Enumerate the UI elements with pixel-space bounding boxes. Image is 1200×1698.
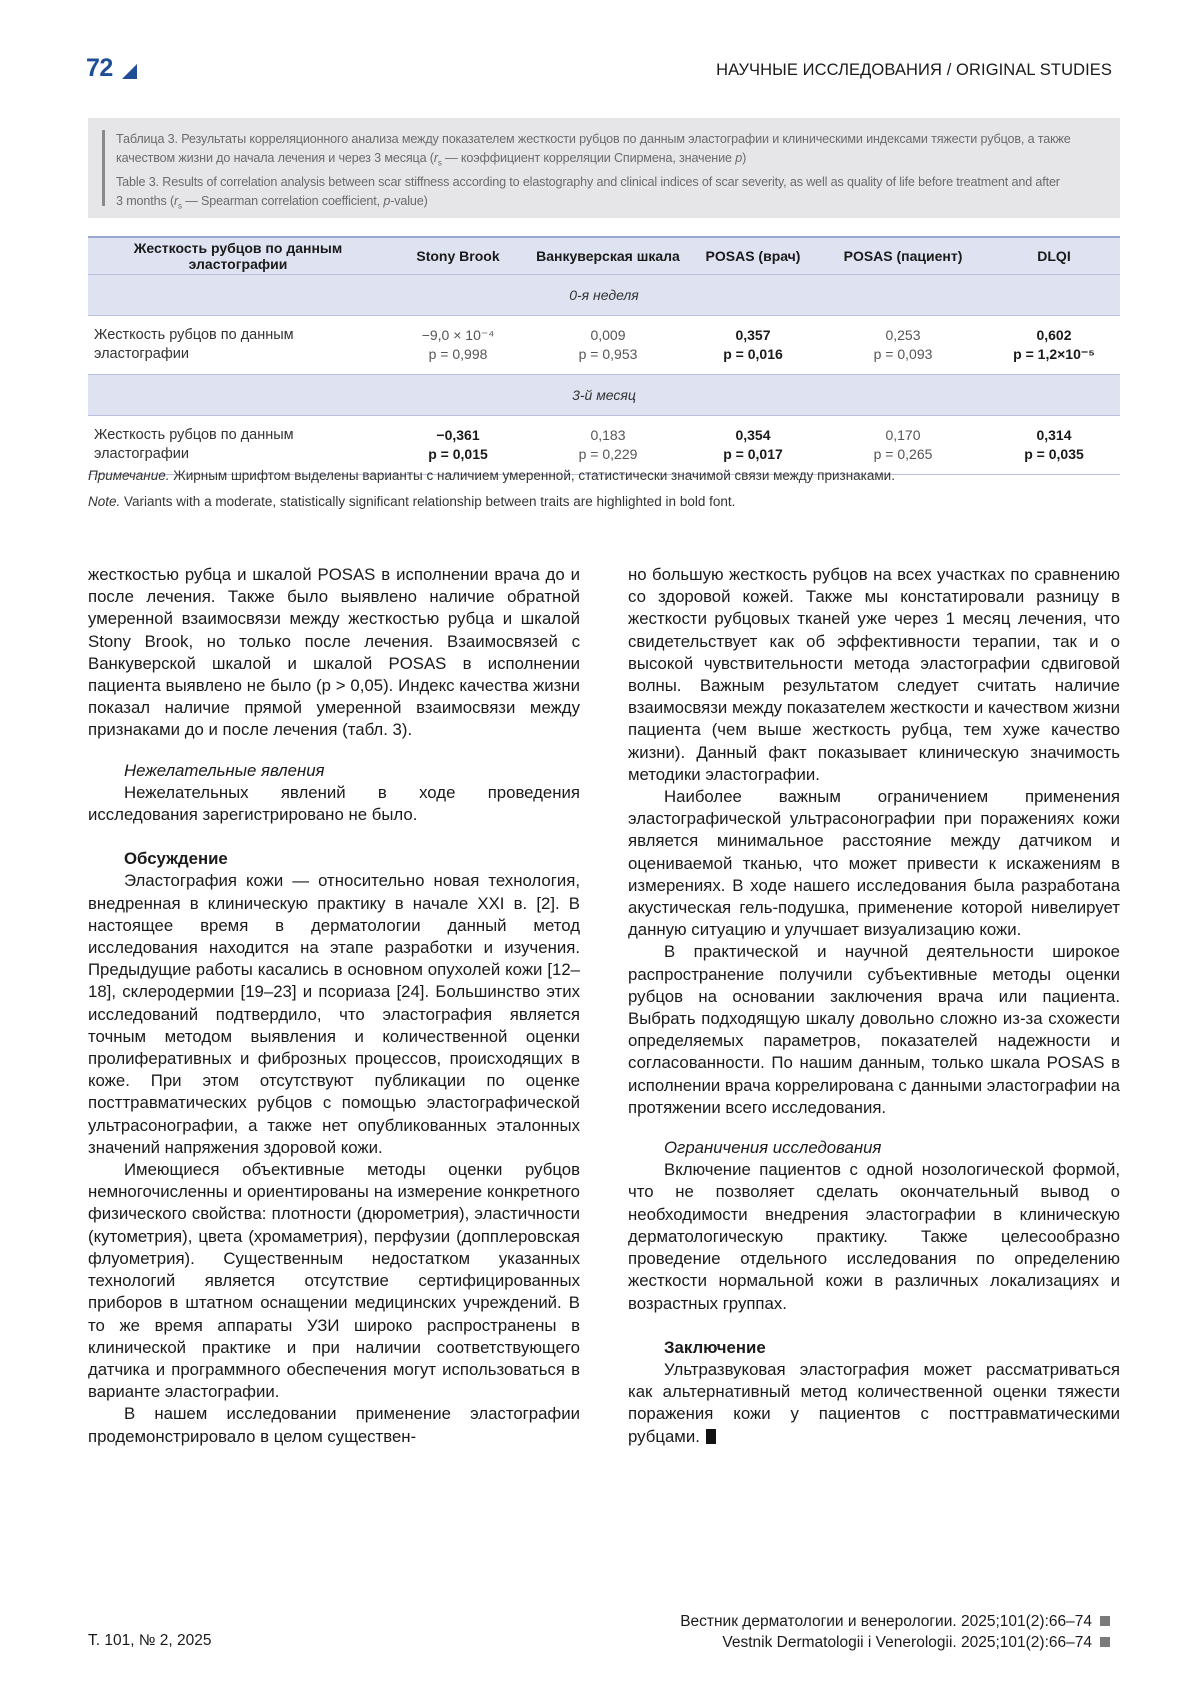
caption-accent-bar (102, 130, 105, 206)
end-of-article-icon (706, 1429, 716, 1444)
table-section-row (88, 275, 1120, 316)
note-text: Variants with a moderate, statistically significant relationship between traits are highlighted in bold font. (120, 494, 736, 509)
cell-p: p = 0,035 (1024, 446, 1084, 462)
caption-text (116, 130, 1102, 215)
table-note-ru (88, 468, 895, 483)
table-note-en (88, 494, 735, 509)
section-label: 3-й месяц (88, 375, 1120, 416)
square-bullet-icon (1100, 1616, 1110, 1626)
subheading-adverse-events: Нежелательные явления (124, 760, 325, 780)
caption-ru-text: качеством жизни до начала лечения и через 3 месяца ( (116, 151, 434, 165)
table-cell (818, 416, 988, 475)
running-header: НАУЧНЫЕ ИССЛЕДОВАНИЯ / ORIGINAL STUDIES (716, 61, 1112, 79)
caption-en-text: -value) (390, 193, 428, 208)
note-text: Жирным шрифтом выделены варианты с наличием умеренной, статистически значимой связи между признаками. (169, 468, 895, 483)
table-cell (528, 316, 688, 375)
paragraph: Нежелательных явлений в ходе проведения исследования зарегистрировано не было. (88, 782, 580, 825)
paragraph: Имеющиеся объективные методы оценки рубцов немногочисленны и ориентированы на измерение конкретного физического свойства: плотности (дюрометрия), эластичности (кутометрия), цвета (хромаметрия), перфузии (допплеровская флуометрия). Существенным недостатком указанных технологий является отсутствие сертифицированных приборов в штатном оснащении медицинских учреждений. В то же время аппараты УЗИ широко распространены в клинической практике и при наличии соответствующего датчика и программного обеспечения могут использоваться в варианте эластографии. (88, 1160, 580, 1402)
table-cell (388, 316, 528, 375)
caption-en-line1: Table 3. Results of correlation analysis between scar stiffness according to elastography and clinical indices of scar severity, as well as quality of life before treatment and after (116, 174, 1060, 189)
footer-citation-ru (680, 1611, 1110, 1632)
cell-p: p = 0,017 (723, 446, 783, 462)
cell-p: p = 0,953 (578, 346, 638, 362)
cell-r: 0,183 (590, 427, 626, 443)
table-row (88, 416, 1120, 475)
page-corner-mark (122, 64, 137, 79)
cell-p: p = 0,998 (428, 346, 488, 362)
note-label: Примечание. (88, 468, 170, 483)
cell-r: −9,0 × 10⁻⁴ (421, 327, 495, 343)
heading-conclusion: Заключение (664, 1337, 766, 1357)
footer-citation-en (680, 1632, 1110, 1653)
paragraph: Эластография кожи — относительно новая технология, внедренная в клиническую практику в начале XXI в. [2]. В настоящее время в дерматологии данный метод исследования находится на этапе разработки и изучения. Предыдущие работы касались в основном опухолей кожи [12–18], склеродермии [19–23] и псориаза [24]. Большинство этих исследований подтвердило, что эластография является точным методом выявления и количественной оценки пролиферативных и фиброзных процессов, происходящих в коже. При этом отсутствуют публикации по оценке посттравматических рубцов с помощью эластографической ультрасонографии, а также нет опубликованных эталонных значений напряжения здоровой кожи. (88, 871, 580, 1157)
page-number: 72 (86, 54, 113, 82)
paragraph: В нашем исследовании применение эластографии продемонстрировало в целом существен- (88, 1404, 580, 1446)
caption-ru-line1: Таблица 3. Результаты корреляционного анализа между показателем жесткости рубцов по данным эластографии и клиническими индексами тяжести рубцов, а также (116, 132, 1071, 146)
table-header-cell: DLQI (988, 237, 1120, 275)
left-column (88, 564, 580, 1448)
table-caption (88, 118, 1120, 218)
caption-en-text: 3 months ( (116, 193, 174, 208)
caption-ru-line2 (116, 149, 1102, 173)
paragraph: Наиболее важным ограничением применения эластографической ультрасонографии при поражениях кожи является минимальное расстояние между датчиком и оцениваемой тканью, что может привести к искажениям в измерениях. В ходе нашего исследования была разработана акустическая гель-подушка, применение которой нивелирует данную ситуацию и улучшает визуализацию кожи. (628, 787, 1120, 940)
cell-p: p = 0,093 (873, 346, 933, 362)
table-header-cell: Жесткость рубцов по данным эластографии (88, 237, 388, 275)
caption-en-sub: s (178, 201, 182, 211)
table-section-row (88, 375, 1120, 416)
caption-en-p: p (383, 193, 391, 208)
caption-ru-text: — коэффициент корреляции Спирмена, значение (441, 151, 736, 165)
cell-r: 0,602 (1036, 327, 1072, 343)
caption-ru-rs: r (433, 151, 438, 165)
caption-en-rs: r (174, 193, 179, 208)
table-header-cell: Stony Brook (388, 237, 528, 275)
table-row (88, 316, 1120, 375)
paragraph: жесткостью рубца и шкалой POSAS в исполнении врача до и после лечения. Также было выявлено наличие обратной умеренной взаимосвязи между жесткостью рубца и шкалой Stony Brook, но только после лечения. Взаимосвязей с Ванкуверской шкалой и шкалой POSAS в исполнении пациента выявлено не было (p > 0,05). Индекс качества жизни показал наличие прямой умеренной взаимосвязи между признаками до и после лечения (табл. 3). (88, 565, 580, 740)
conclusion-text: Ультразвуковая эластография может рассматриваться как альтернативный метод количественной оценки тяжести поражения кожи у пациентов с посттравматическими рубцами. (628, 1359, 1120, 1446)
table-header-cell: Ванкуверская шкала (528, 237, 688, 275)
results-table (88, 236, 1120, 475)
paragraph: но большую жесткость рубцов на всех участках по сравнению со здоровой кожей. Также мы констатировали разницу в жесткости рубцовых тканей уже через 1 месяц лечения, что свидетельствует как об эффективности терапии, так и о высокой чувствительности метода эластографии сдвиговой волны. Важным результатом следует считать наличие взаимосвязи между показателем жесткости и качеством жизни пациента (чем выше жесткость рубца, тем хуже качество жизни). Данный факт показывает клиническую значимость методики эластографии. (628, 565, 1120, 784)
note-label: Note. (88, 494, 121, 509)
table-header-cell: POSAS (пациент) (818, 237, 988, 275)
paragraph: Включение пациентов с одной нозологической формой, что не позволяет сделать окончательный вывод о необходимости внедрения эластографии в клиническую дерматологическую практику. Также целесообразно проведение отдельного исследования по определению жесткости нормальной кожи в различных локализациях и возрастных группах. (628, 1160, 1120, 1313)
caption-ru-text: ) (742, 151, 747, 165)
table-header-cell: POSAS (врач) (688, 237, 818, 275)
right-column (628, 564, 1120, 1448)
section-label: 0-я неделя (88, 275, 1120, 316)
table-cell (818, 316, 988, 375)
row-label: Жесткость рубцов по данным эластографии (88, 316, 388, 375)
cell-r: 0,354 (735, 427, 771, 443)
cell-r: 0,357 (735, 327, 771, 343)
caption-ru-p: p (735, 151, 743, 165)
row-label: Жесткость рубцов по данным эластографии (88, 416, 388, 475)
cell-p: p = 0,016 (723, 346, 783, 362)
table-cell (688, 316, 818, 375)
cell-p: p = 0,229 (578, 446, 638, 462)
cell-r: 0,170 (885, 427, 921, 443)
footer-citation (680, 1611, 1110, 1653)
cell-r: −0,361 (436, 427, 480, 443)
footer-volume: Т. 101, № 2, 2025 (88, 1632, 212, 1649)
heading-discussion: Обсуждение (124, 849, 228, 869)
citation-text: Вестник дерматологии и венерологии. 2025;101(2):66–74 (680, 1613, 1092, 1630)
subheading-limitations: Ограничения исследования (664, 1138, 882, 1158)
cell-r: 0,009 (590, 327, 626, 343)
table-cell (388, 416, 528, 475)
paragraph (628, 1359, 1120, 1448)
table-header-row (88, 237, 1120, 275)
cell-r: 0,314 (1036, 427, 1072, 443)
caption-en-text: — Spearman correlation coefficient, (181, 193, 384, 208)
table-cell (688, 416, 818, 475)
caption-en-line2 (116, 192, 1102, 216)
table-cell (528, 416, 688, 475)
cell-p: p = 0,015 (428, 446, 488, 462)
cell-p: p = 1,2×10⁻⁵ (1013, 346, 1095, 362)
citation-text: Vestnik Dermatologii i Venerologii. 2025;101(2):66–74 (722, 1634, 1092, 1651)
cell-p: p = 0,265 (873, 446, 933, 462)
caption-ru-sub: s (437, 158, 442, 168)
paragraph: В практической и научной деятельности широкое распространение получили субъективные методы оценки рубцов на основании заключения врача или пациента. Выбрать подходящую шкалу довольно сложно из-за схожести определяемых параметров, показателей надежности и согласованности. По нашим данным, только шкала POSAS в исполнении врача коррелирована с данными эластографии на протяжении всего исследования. (628, 942, 1120, 1117)
cell-r: 0,253 (885, 327, 921, 343)
square-bullet-icon (1100, 1637, 1110, 1647)
table-cell (988, 416, 1120, 475)
table-cell (988, 316, 1120, 375)
